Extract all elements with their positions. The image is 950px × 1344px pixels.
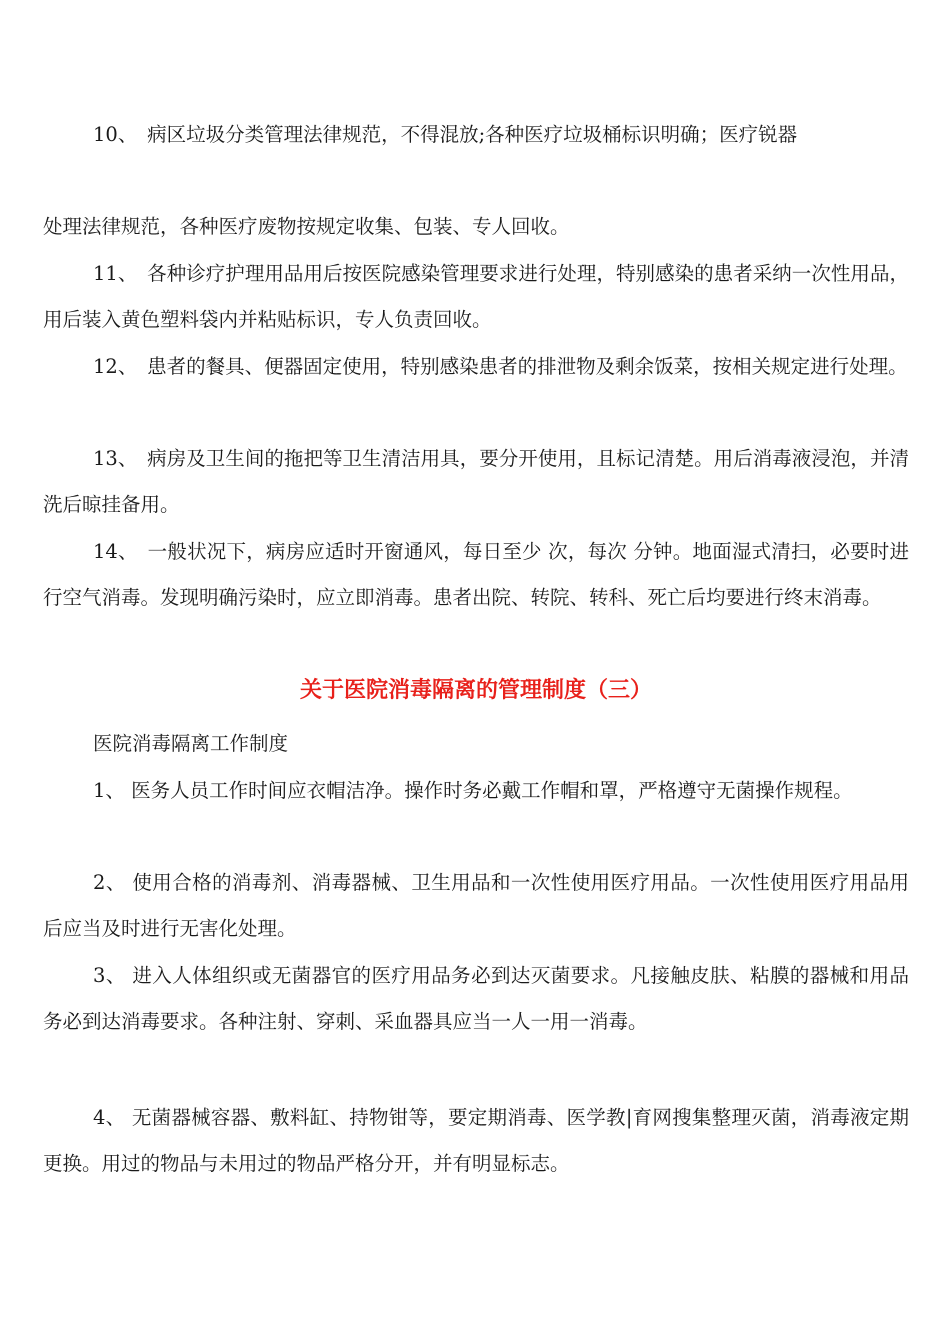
item-4: 4、 无菌器械容器、敷料缸、持物钳等，要定期消毒、医学教|育网搜集整理灭菌，消毒液定期更换。用过的物品与未用过的物品严格分开，并有明显标志。 [43,1106,909,1175]
item-3: 3、 进入人体组织或无菌器官的医疗用品务必到达灭菌要求。凡接触皮肤、粘膜的器械和用品务必到达消毒要求。各种注射、穿刺、采血器具应当一人一用一消毒。 [43,964,909,1033]
item-1: 1、 医务人员工作时间应衣帽洁净。操作时务必戴工作帽和罩，严格遵守无菌操作规程。 [93,779,853,802]
section-label: 医院消毒隔离工作制度 [93,732,289,755]
paragraph-14: 14、 一般状况下，病房应适时开窗通风，每日至少 次，每次 分钟。地面湿式清扫，必要时进行空气消毒。发现明确污染时，应立即消毒。患者出院、转院、转科、死亡后均要进行终末消毒。 [43,540,909,609]
paragraph-11: 11、 各种诊疗护理用品用后按医院感染管理要求进行处理，特别感染的患者采纳一次性用品，用后装入黄色塑料袋内并粘贴标识，专人负责回收。 [43,262,909,331]
section-title: 关于医院消毒隔离的管理制度（三） [299,677,652,703]
paragraph-10-line1: 10、 病区垃圾分类管理法律规范，不得混放;各种医疗垃圾桶标识明确；医疗锐器 [93,123,798,146]
paragraph-12: 12、 患者的餐具、便器固定使用，特别感染患者的排泄物及剩余饭菜，按相关规定进行处理。 [93,355,908,378]
paragraph-13: 13、 病房及卫生间的拖把等卫生清洁用具，要分开使用，且标记清楚。用后消毒液浸泡，并清洗后晾挂备用。 [43,447,909,516]
item-2: 2、 使用合格的消毒剂、消毒器械、卫生用品和一次性使用医疗用品。一次性使用医疗用品用后应当及时进行无害化处理。 [43,871,909,940]
paragraph-10-line2: 处理法律规范，各种医疗废物按规定收集、包装、专人回收。 [43,215,570,238]
